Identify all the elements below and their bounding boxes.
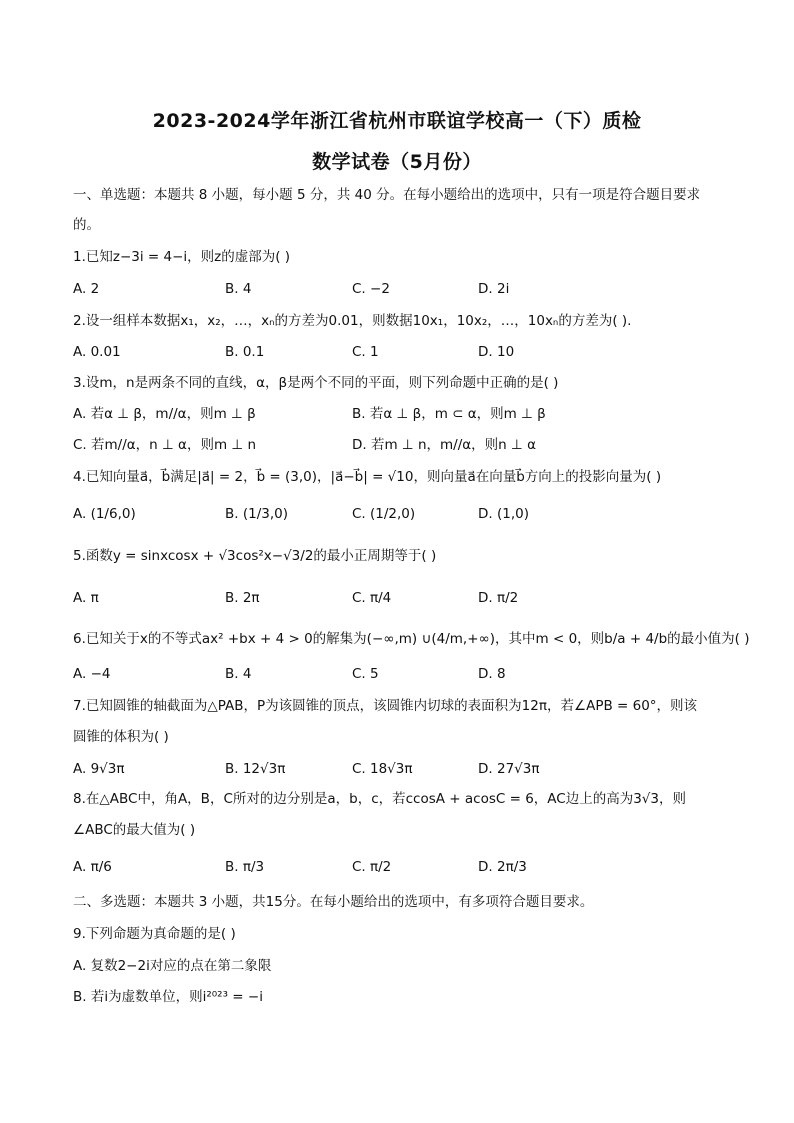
question-4-stem: 4.已知向量a⃗，b⃗满足|a⃗| = 2，b⃗ = (3,0)，|a⃗−b⃗| = √10，则向量a⃗在向量b⃗方向上的投影向量为( )	[73, 469, 662, 485]
question-5-stem: 5.函数y = sinxcosx + √3cos²x−√3/2的最小正周期等于( )	[73, 548, 437, 564]
exam-subtitle: 数学试卷（5月份）	[312, 151, 482, 173]
question-3-option-d: D. 若m ⊥ n，m//α，则n ⊥ α	[352, 437, 536, 453]
section-2-heading: 二、多选题：本题共 3 小题，共15分。在每小题给出的选项中，有多项符合题目要求。	[73, 894, 594, 910]
question-9-option-a: A. 复数2−2i对应的点在第二象限	[73, 958, 272, 974]
question-2-option-d: D. 10	[478, 344, 515, 360]
question-9-stem: 9.下列命题为真命题的是( )	[73, 926, 236, 942]
question-6-option-a: A. −4	[73, 666, 111, 682]
question-7-option-d: D. 27√3π	[478, 761, 540, 777]
question-8-stem: 8.在△ABC中，角A，B，C所对的边分别是a，b，c，若ccosA + acosC = 6，AC边上的高为3√3，则	[73, 791, 687, 807]
question-6-option-c: C. 5	[352, 666, 379, 682]
question-2-stem: 2.设一组样本数据x₁，x₂，…，xₙ的方差为0.01，则数据10x₁，10x₂，…，10xₙ的方差为( ).	[73, 313, 632, 329]
question-3-option-b: B. 若α ⊥ β，m ⊂ α，则m ⊥ β	[352, 406, 546, 422]
question-3-option-c: C. 若m//α，n ⊥ α，则m ⊥ n	[73, 437, 257, 453]
question-6-stem: 6.已知关于x的不等式ax² +bx + 4 > 0的解集为(−∞,m) ∪(4/m,+∞)，其中m < 0，则b/a + 4/b的最小值为( )	[73, 631, 750, 647]
question-8-option-d: D. 2π/3	[478, 859, 527, 875]
exam-title: 2023-2024学年浙江省杭州市联谊学校高一（下）质检	[152, 110, 642, 132]
question-1-option-a: A. 2	[73, 281, 100, 297]
question-1-option-b: B. 4	[225, 281, 252, 297]
question-7-option-b: B. 12√3π	[225, 761, 286, 777]
section-1-heading-cont: 的。	[73, 217, 100, 233]
question-9-option-b: B. 若i为虚数单位，则i²⁰²³ = −i	[73, 989, 263, 1005]
question-1-option-d: D. 2i	[478, 281, 510, 297]
question-1-option-c: C. −2	[352, 281, 390, 297]
question-5-option-b: B. 2π	[225, 590, 260, 606]
question-3-stem: 3.设m，n是两条不同的直线，α，β是两个不同的平面，则下列命题中正确的是( )	[73, 375, 559, 391]
question-3-option-a: A. 若α ⊥ β，m//α，则m ⊥ β	[73, 406, 256, 422]
question-8-option-a: A. π/6	[73, 859, 112, 875]
question-4-option-c: C. (1/2,0)	[352, 506, 416, 522]
question-5-option-c: C. π/4	[352, 590, 392, 606]
question-4-option-d: D. (1,0)	[478, 506, 529, 522]
question-4-option-a: A. (1/6,0)	[73, 506, 136, 522]
question-8-option-b: B. π/3	[225, 859, 265, 875]
question-6-option-d: D. 8	[478, 666, 506, 682]
question-7-option-a: A. 9√3π	[73, 761, 125, 777]
question-7-stem: 7.已知圆锥的轴截面为△PAB，P为该圆锥的顶点，该圆锥内切球的表面积为12π，若∠APB = 60°，则该	[73, 698, 698, 714]
question-1-stem: 1.已知z−3i = 4−i，则z的虚部为( )	[73, 249, 291, 265]
question-6-option-b: B. 4	[225, 666, 252, 682]
question-7-stem-cont: 圆锥的体积为( )	[73, 729, 169, 745]
question-5-option-a: A. π	[73, 590, 99, 606]
question-8-stem-cont: ∠ABC的最大值为( )	[73, 822, 196, 838]
question-2-option-c: C. 1	[352, 344, 379, 360]
question-2-option-b: B. 0.1	[225, 344, 265, 360]
question-2-option-a: A. 0.01	[73, 344, 121, 360]
section-1-heading: 一、单选题：本题共 8 小题，每小题 5 分，共 40 分。在每小题给出的选项中，只有一项是符合题目要求	[73, 187, 701, 203]
question-5-option-d: D. π/2	[478, 590, 519, 606]
question-7-option-c: C. 18√3π	[352, 761, 413, 777]
question-8-option-c: C. π/2	[352, 859, 392, 875]
question-4-option-b: B. (1/3,0)	[225, 506, 288, 522]
